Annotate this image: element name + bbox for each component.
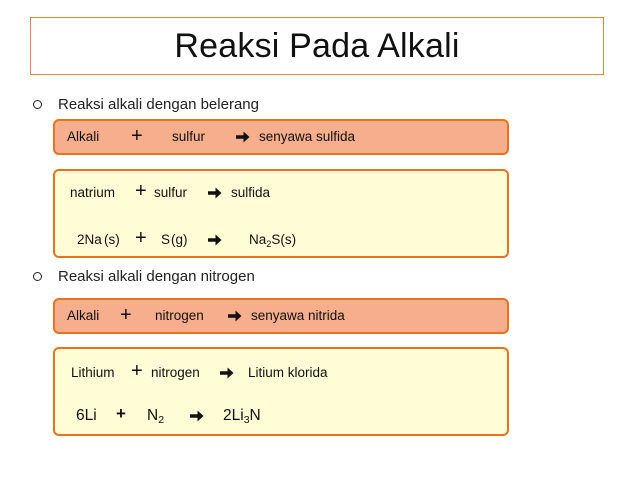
formula-reactant-n2: $N_2$ <box>147 407 165 427</box>
bullet-text: Reaksi alkali dengan nitrogen <box>58 268 255 285</box>
right-arrow-icon <box>228 310 242 322</box>
plus-sign: + <box>135 180 147 202</box>
reactant-alkali: Alkali <box>67 308 100 323</box>
right-arrow-icon <box>208 187 222 199</box>
word-product-sulfida: sulfida <box>231 185 271 200</box>
bullet-item-nitrogen <box>33 268 255 285</box>
plus-sign: + <box>116 404 126 423</box>
formula-reactant-6li: 6Li <box>76 407 97 424</box>
product-senyawa-sulfida: senyawa sulfida <box>259 129 356 144</box>
word-reactant-natrium: natrium <box>70 185 116 200</box>
word-reactant-nitrogen: nitrogen <box>151 365 200 380</box>
formula-product-li3n: $2Li_3N$ <box>223 407 261 427</box>
right-arrow-icon <box>220 367 234 379</box>
formula-state-s: (s) <box>104 232 120 247</box>
formula-state-g: (g) <box>171 232 188 247</box>
plus-sign: + <box>131 125 143 147</box>
product-senyawa-nitrida: senyawa nitrida <box>251 308 345 323</box>
general-equation-box-sulfida <box>53 119 509 155</box>
circle-bullet-icon <box>33 100 42 109</box>
formula-reactant-2na: 2Na <box>77 232 102 247</box>
word-reactant-lithium: Lithium <box>71 365 115 380</box>
formula-product-na2s: $Na_2S(s)$ <box>249 232 297 249</box>
example-box-lithium <box>53 347 509 436</box>
circle-bullet-icon <box>33 272 42 281</box>
right-arrow-icon <box>236 131 250 143</box>
plus-sign: + <box>120 304 132 326</box>
plus-sign: + <box>131 360 143 382</box>
formula-reactant-s: S <box>161 232 171 247</box>
example-box-natrium <box>53 169 509 258</box>
plus-sign: + <box>135 227 147 249</box>
title-box <box>30 17 604 75</box>
right-arrow-icon <box>190 410 204 422</box>
bullet-item-belerang <box>33 96 259 113</box>
bullet-text: Reaksi alkali dengan belerang <box>58 96 259 113</box>
word-reactant-sulfur: sulfur <box>154 185 188 200</box>
right-arrow-icon <box>208 234 222 246</box>
reactant-nitrogen: nitrogen <box>155 308 204 323</box>
general-equation-box-nitrida <box>53 298 509 334</box>
slide-title: Reaksi Pada Alkali <box>174 26 460 65</box>
reactant-alkali: Alkali <box>67 129 100 144</box>
word-product-litium-klorida: Litium klorida <box>248 365 328 380</box>
reactant-sulfur: sulfur <box>172 129 206 144</box>
